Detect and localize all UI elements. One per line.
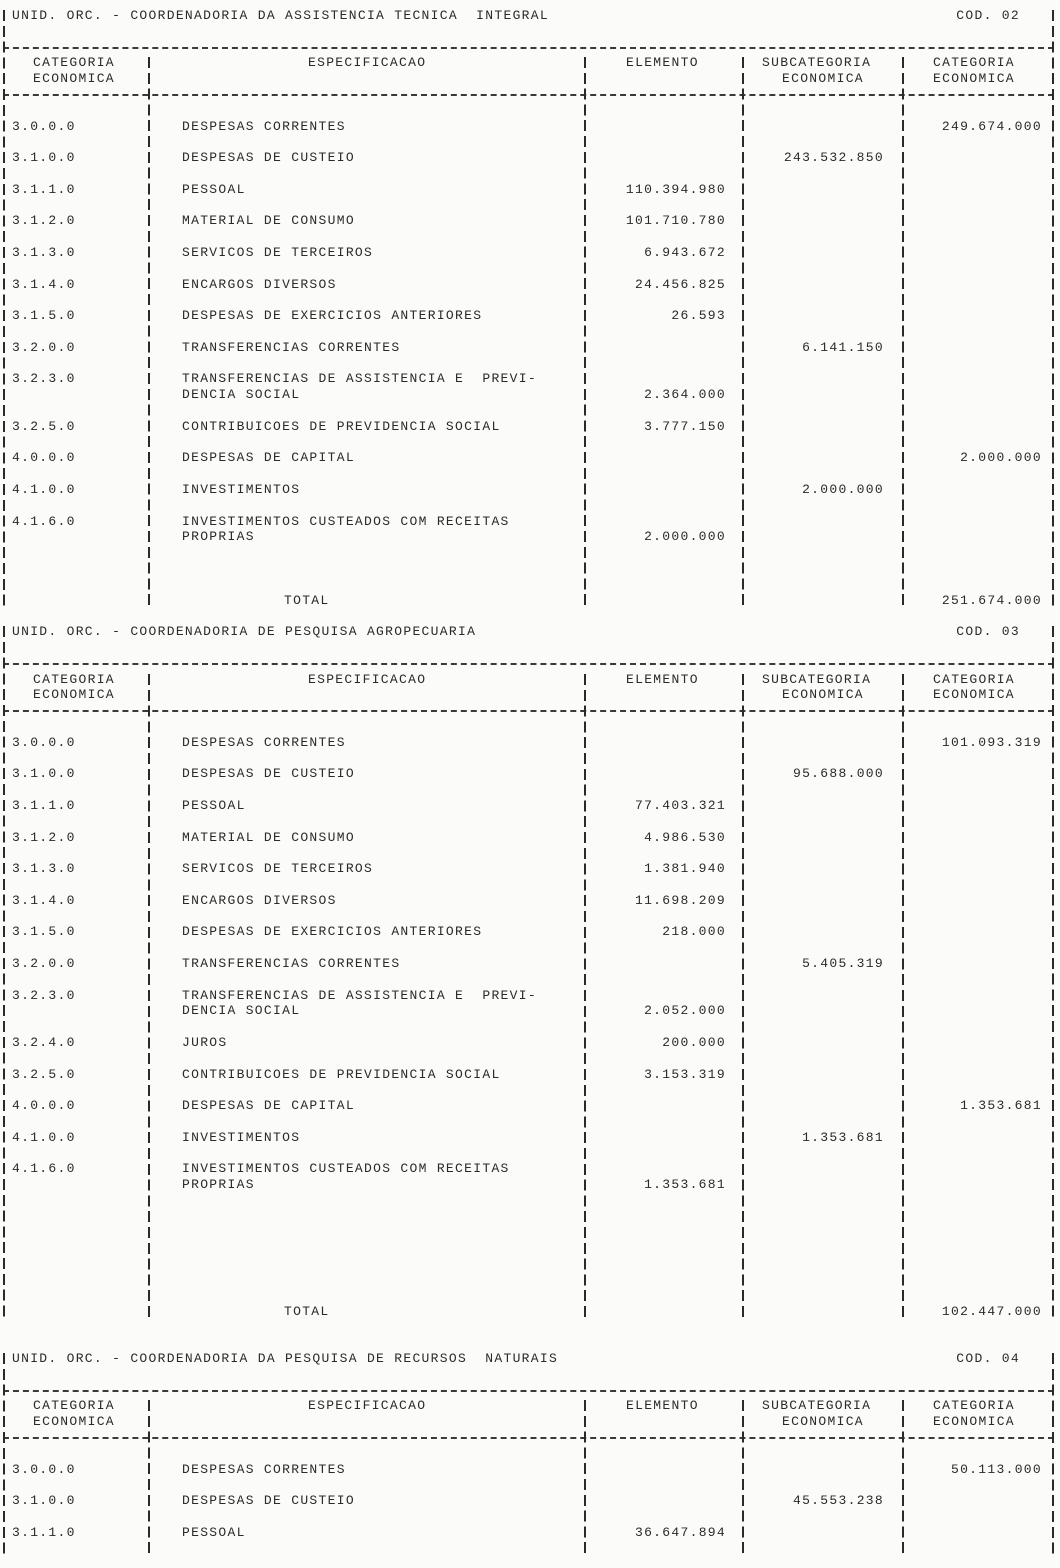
row-especificacao: DESPESAS DE CUSTEIO (182, 1493, 355, 1509)
row-elemento: 101.710.780 (625, 213, 726, 229)
row-especificacao: INVESTIMENTOS CUSTEADOS COM RECEITAS (182, 513, 510, 529)
row-code: 3.1.3.0 (12, 245, 76, 260)
column-rule-right (1052, 1351, 1054, 1556)
column-rule-right (1052, 8, 1054, 608)
row-elemento: 24.456.825 (634, 276, 726, 292)
row-especificacao: ENCARGOS DIVERSOS (182, 276, 337, 292)
row-especificacao: PESSOAL (182, 797, 246, 813)
header-bottom-rule (3, 94, 1054, 96)
row-code: 4.0.0.0 (12, 1098, 76, 1114)
row-especificacao: INVESTIMENTOS CUSTEADOS COM RECEITAS (182, 1161, 510, 1177)
header-subcategoria: SUBCATEGORIA (762, 55, 872, 71)
row-code: 3.1.0.0 (12, 1493, 76, 1509)
header-subcategoria: SUBCATEGORIA (762, 671, 872, 687)
row-especificacao: PESSOAL (182, 181, 246, 197)
section-code: COD. 04 (956, 1351, 1020, 1366)
section-title: UNID. ORC. - COORDENADORIA DA ASSISTENCIA TECNICA INTEGRAL (12, 8, 549, 23)
row-categoria: 2.000.000 (960, 450, 1042, 466)
row-code: 4.1.6.0 (12, 513, 76, 529)
row-code: 3.1.2.0 (12, 829, 76, 845)
row-especificacao: CONTRIBUICOES DE PREVIDENCIA SOCIAL (182, 1066, 501, 1082)
row-elemento: 11.698.209 (634, 892, 726, 908)
row-especificacao: SERVICOS DE TERCEIROS (182, 245, 374, 260)
header-bottom-rule (3, 1437, 1054, 1439)
header-categoria: CATEGORIA (933, 55, 1015, 71)
header-subcategoria: ECONOMICA (782, 687, 864, 703)
row-code: 3.2.5.0 (12, 1066, 76, 1082)
row-subcategoria: 2.000.000 (802, 482, 884, 497)
header-especificacao: ESPECIFICACAO (308, 55, 427, 71)
row-subcategoria: 1.353.681 (802, 1129, 884, 1145)
row-code: 3.1.1.0 (12, 1524, 76, 1540)
row-code: 3.2.5.0 (12, 418, 76, 434)
row-categoria: 1.353.681 (960, 1098, 1042, 1114)
row-especificacao: DESPESAS DE EXERCICIOS ANTERIORES (182, 308, 483, 324)
row-especificacao: TRANSFERENCIAS DE ASSISTENCIA E PREVI- (182, 371, 537, 387)
row-code: 3.1.1.0 (12, 181, 76, 197)
row-code: 3.2.3.0 (12, 371, 76, 387)
header-categoria: CATEGORIA (933, 671, 1015, 687)
column-rule (148, 55, 150, 608)
row-elemento: 2.052.000 (644, 1003, 726, 1019)
row-code: 3.2.4.0 (12, 1034, 76, 1050)
row-elemento: 4.986.530 (644, 829, 726, 845)
header-categoria-economica: CATEGORIA (33, 55, 115, 71)
row-code: 4.1.0.0 (12, 1129, 76, 1145)
header-elemento: ELEMENTO (626, 1398, 699, 1414)
row-especificacao: TRANSFERENCIAS DE ASSISTENCIA E PREVI- (182, 987, 537, 1003)
row-code: 3.0.0.0 (12, 1461, 76, 1477)
row-elemento: 2.364.000 (644, 387, 726, 403)
total-value: 102.447.000 (941, 1303, 1042, 1319)
header-top-rule (3, 47, 1054, 49)
section-code: COD. 03 (956, 624, 1020, 640)
column-rule-left (3, 8, 5, 608)
row-code: 4.0.0.0 (12, 450, 76, 466)
column-rule (902, 1398, 904, 1556)
row-subcategoria: 45.553.238 (792, 1493, 884, 1509)
header-categoria-economica: CATEGORIA (33, 671, 115, 687)
column-rule-right (1052, 624, 1054, 1319)
row-especificacao: TRANSFERENCIAS CORRENTES (182, 339, 401, 355)
column-rule (742, 672, 744, 1320)
total-label: TOTAL (284, 1303, 330, 1319)
row-elemento: 36.647.894 (634, 1524, 726, 1540)
row-especificacao: INVESTIMENTOS (182, 482, 301, 497)
column-rule (148, 672, 150, 1320)
row-code: 3.1.0.0 (12, 766, 76, 782)
row-categoria: 50.113.000 (950, 1461, 1042, 1477)
row-especificacao: CONTRIBUICOES DE PREVIDENCIA SOCIAL (182, 418, 501, 434)
row-categoria: 249.674.000 (941, 118, 1042, 134)
row-especificacao: DESPESAS DE CUSTEIO (182, 150, 355, 166)
column-rule (902, 672, 904, 1320)
row-especificacao: INVESTIMENTOS (182, 1129, 301, 1145)
row-elemento: 3.153.319 (644, 1066, 726, 1082)
header-categoria-economica: ECONOMICA (33, 71, 115, 87)
total-label: TOTAL (284, 592, 330, 608)
section-code: COD. 02 (956, 8, 1020, 23)
column-rule (148, 1398, 150, 1556)
row-especificacao: PROPRIAS (182, 529, 255, 545)
row-elemento: 1.353.681 (644, 1177, 726, 1193)
row-elemento: 200.000 (662, 1034, 726, 1050)
row-subcategoria: 6.141.150 (802, 339, 884, 355)
row-elemento: 77.403.321 (634, 797, 726, 813)
row-especificacao: DESPESAS DE CAPITAL (182, 1098, 355, 1114)
column-rule (584, 672, 586, 1320)
row-especificacao: PROPRIAS (182, 1177, 255, 1193)
row-elemento: 2.000.000 (644, 529, 726, 545)
row-especificacao: MATERIAL DE CONSUMO (182, 213, 355, 229)
row-code: 4.1.0.0 (12, 482, 76, 497)
section-title: UNID. ORC. - COORDENADORIA DE PESQUISA AGROPECUARIA (12, 624, 477, 640)
row-code: 4.1.6.0 (12, 1161, 76, 1177)
header-categoria-economica: CATEGORIA (33, 1398, 115, 1414)
row-elemento: 1.381.940 (644, 861, 726, 877)
row-especificacao: MATERIAL DE CONSUMO (182, 829, 355, 845)
row-code: 3.1.0.0 (12, 150, 76, 166)
row-elemento: 3.777.150 (644, 418, 726, 434)
column-rule (742, 1398, 744, 1556)
row-especificacao: DENCIA SOCIAL (182, 1003, 301, 1019)
row-code: 3.0.0.0 (12, 734, 76, 750)
header-elemento: ELEMENTO (626, 55, 699, 71)
row-code: 3.1.5.0 (12, 308, 76, 324)
header-top-rule (3, 1390, 1054, 1392)
total-value: 251.674.000 (941, 592, 1042, 608)
header-especificacao: ESPECIFICACAO (308, 1398, 427, 1414)
row-subcategoria: 95.688.000 (792, 766, 884, 782)
row-code: 3.2.0.0 (12, 955, 76, 971)
column-rule-left (3, 624, 5, 1319)
row-especificacao: PESSOAL (182, 1524, 246, 1540)
header-categoria: CATEGORIA (933, 1398, 1015, 1414)
row-elemento: 6.943.672 (644, 245, 726, 260)
row-code: 3.1.1.0 (12, 797, 76, 813)
header-subcategoria: SUBCATEGORIA (762, 1398, 872, 1414)
row-especificacao: DESPESAS DE EXERCICIOS ANTERIORES (182, 924, 483, 940)
header-subcategoria: ECONOMICA (782, 71, 864, 87)
row-code: 3.0.0.0 (12, 118, 76, 134)
header-top-rule (3, 663, 1054, 665)
column-rule (584, 1398, 586, 1556)
header-subcategoria: ECONOMICA (782, 1414, 864, 1430)
column-rule (902, 55, 904, 608)
row-code: 3.1.5.0 (12, 924, 76, 940)
header-categoria-economica: ECONOMICA (33, 687, 115, 703)
column-rule (584, 55, 586, 608)
row-especificacao: ENCARGOS DIVERSOS (182, 892, 337, 908)
column-rule-left (3, 1351, 5, 1556)
header-categoria: ECONOMICA (933, 1414, 1015, 1430)
row-especificacao: DESPESAS CORRENTES (182, 734, 346, 750)
row-especificacao: SERVICOS DE TERCEIROS (182, 861, 374, 877)
row-code: 3.2.3.0 (12, 987, 76, 1003)
header-categoria-economica: ECONOMICA (33, 1414, 115, 1430)
row-elemento: 218.000 (662, 924, 726, 940)
header-especificacao: ESPECIFICACAO (308, 671, 427, 687)
row-code: 3.1.4.0 (12, 892, 76, 908)
header-categoria: ECONOMICA (933, 687, 1015, 703)
header-bottom-rule (3, 710, 1054, 712)
row-code: 3.1.3.0 (12, 861, 76, 877)
row-especificacao: TRANSFERENCIAS CORRENTES (182, 955, 401, 971)
row-especificacao: DENCIA SOCIAL (182, 387, 301, 403)
row-code: 3.1.2.0 (12, 213, 76, 229)
header-elemento: ELEMENTO (626, 671, 699, 687)
row-code: 3.1.4.0 (12, 276, 76, 292)
row-elemento: 26.593 (671, 308, 726, 324)
row-subcategoria: 243.532.850 (783, 150, 884, 166)
row-subcategoria: 5.405.319 (802, 955, 884, 971)
row-especificacao: DESPESAS DE CAPITAL (182, 450, 355, 466)
row-especificacao: DESPESAS DE CUSTEIO (182, 766, 355, 782)
column-rule (742, 55, 744, 608)
row-elemento: 110.394.980 (625, 181, 726, 197)
row-code: 3.2.0.0 (12, 339, 76, 355)
row-especificacao: DESPESAS CORRENTES (182, 1461, 346, 1477)
header-categoria: ECONOMICA (933, 71, 1015, 87)
row-especificacao: JUROS (182, 1034, 228, 1050)
row-especificacao: DESPESAS CORRENTES (182, 118, 346, 134)
row-categoria: 101.093.319 (941, 734, 1042, 750)
section-title: UNID. ORC. - COORDENADORIA DA PESQUISA DE RECURSOS NATURAIS (12, 1351, 559, 1366)
